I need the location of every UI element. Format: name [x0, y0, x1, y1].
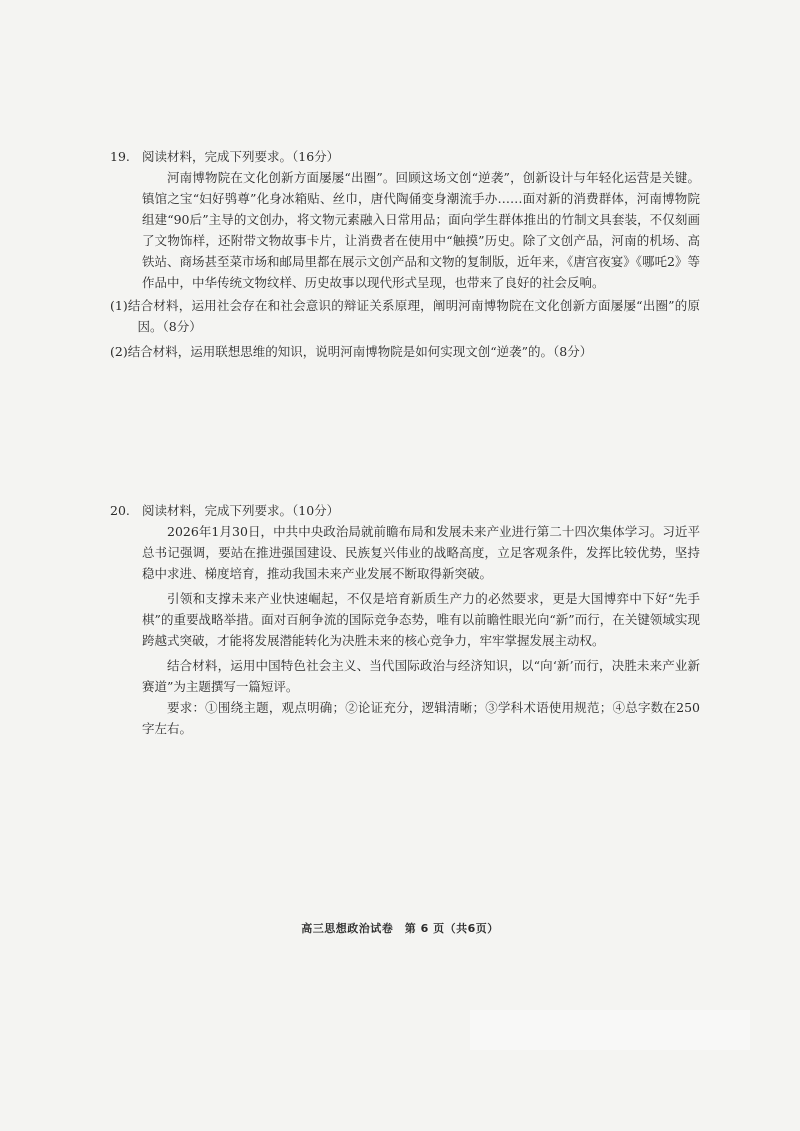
page-footer: 高三思想政治试卷 第 6 页（共6页）	[301, 922, 499, 935]
question-19	[110, 146, 700, 362]
question-number: 20.	[110, 503, 130, 518]
sub-question-2: (2)结合材料，运用联想思维的知识，说明河南博物院是如何实现文创“逆袭”的。（8分）	[110, 344, 593, 359]
material-paragraph: 河南博物院在文化创新方面屡屡“出圈”。回顾这场文创“逆袭”，创新设计与年轻化运营是关键。镇馆之宝“妇好鸮尊”化身冰箱贴、丝巾，唐代陶俑变身潮流手办……面对新的消费群体，河南博物院组建“90后”主导的文创办，将文物元素融入日常用品；面向学生群体推出的竹制文具套装，不仅刻画了文物饰样，还附带文物故事卡片，让消费者在使用中“触摸”历史。除了文创产品，河南的机场、高铁站、商场甚至菜市场和邮局里都在展示文创产品和文物的复制版，近年来，《唐宫夜宴》《哪吒2》等作品中，中华传统文物纹样、历史故事以现代形式呈现，也带来了良好的社会反响。	[142, 170, 700, 290]
question-19-header	[110, 146, 700, 167]
question-prompt: 阅读材料，完成下列要求。（10分）	[142, 503, 340, 518]
material-paragraph-2: 引领和支撑未来产业快速崛起，不仅是培育新质生产力的必然要求，更是大国博弈中下好“先手棋”的重要战略举措。面对百舸争流的国际竞争态势，唯有以前瞻性眼光向“新”而行，在关键领域实现跨越式突破，才能将发展潜能转化为决胜未来的核心竞争力，牢牢掌握发展主动权。	[142, 591, 700, 648]
question-prompt: 阅读材料，完成下列要求。（16分）	[142, 149, 340, 164]
sub-question-1: (1)结合材料，运用社会存在和社会意识的辩证关系原理，阐明河南博物院在文化创新方面屡屡“出圈”的原因。（8分）	[110, 298, 700, 334]
question-19-body	[142, 167, 700, 293]
question-number: 19.	[110, 149, 130, 164]
material-paragraph-1: 2026年1月30日，中共中央政治局就前瞻布局和发展未来产业进行第二十四次集体学习。习近平总书记强调，要站在推进强国建设、民族复兴伟业的战略高度，立足客观条件，发挥比较优势，坚持稳中求进、梯度培育，推动我国未来产业发展不断取得新突破。	[142, 524, 700, 581]
question-20-header	[110, 500, 700, 521]
scan-artifact	[470, 1010, 750, 1050]
question-20	[110, 500, 700, 739]
requirements-paragraph: 要求：①围绕主题，观点明确；②论证充分，逻辑清晰；③学科术语使用规范；④总字数在250字左右。	[142, 700, 700, 736]
task-paragraph: 结合材料，运用中国特色社会主义、当代国际政治与经济知识，以“向‘新’而行，决胜未来产业新赛道”为主题撰写一篇短评。	[142, 658, 700, 694]
question-20-body	[142, 521, 700, 739]
